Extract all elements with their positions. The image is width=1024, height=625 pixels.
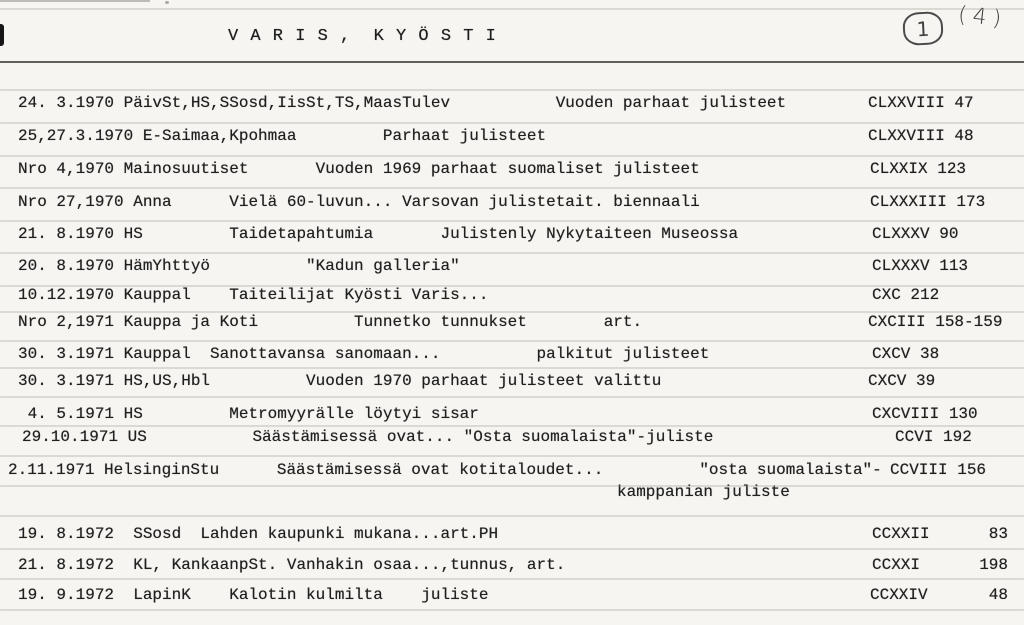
ruled-line: [0, 252, 1024, 254]
entry-text: 30. 3.1971 HS,US,Hbl Vuoden 1970 parhaat julisteet valittu: [18, 372, 662, 390]
entry-reference: CXCV 38: [872, 345, 940, 363]
ruled-line: [0, 515, 1024, 517]
entry-row: [0, 460, 1024, 501]
entry-reference: CLXXXIII 173: [870, 193, 986, 211]
entry-row: [0, 159, 1024, 181]
entry-text: 19. 8.1972 SSosd Lahden kaupunki mukana...art.PH: [18, 525, 499, 543]
entry-text: 29.10.1971 US Säästämisessä ovat... "Osta suomalaista"-juliste: [22, 428, 714, 446]
title-divider-rule: [0, 61, 1024, 63]
entry-text: 20. 8.1970 HämYhttyö "Kadun galleria": [18, 257, 460, 275]
scan-margin-artifact: [0, 24, 4, 46]
entry-reference: CCXXIV: [870, 586, 928, 604]
entry-row: [0, 224, 1024, 246]
entry-row: [0, 524, 1024, 546]
ruled-line: [0, 311, 1024, 313]
entry-text: 30. 3.1971 Kauppal Sanottavansa sanomaan... palkitut julisteet: [18, 345, 710, 363]
entry-row: [0, 93, 1024, 115]
ruled-line: [0, 367, 1024, 369]
entry-text: 21. 8.1970 HS Taidetapahtumia Julistenly Nykytaiteen Museossa: [18, 225, 739, 243]
entry-reference: CXCV 39: [868, 372, 936, 390]
ruled-line: [0, 8, 1024, 10]
ruled-line: [0, 425, 1024, 427]
entry-reference: CXC 212: [872, 286, 940, 304]
entry-reference: CLXXVIII 48: [868, 127, 974, 145]
entry-page-number: 198: [979, 556, 1008, 574]
handwritten-page-number: 1: [902, 11, 944, 46]
entry-reference: CXCIII 158-159: [868, 313, 1003, 331]
ruled-line: [0, 285, 1024, 287]
entry-row: [0, 126, 1024, 148]
entry-reference: CLXXXV 113: [872, 257, 969, 275]
ruled-line: [0, 220, 1024, 222]
entry-row: [0, 427, 1024, 449]
entry-reference: CCVIII 156: [890, 461, 987, 479]
ruled-line: [0, 122, 1024, 124]
entry-text: 25,27.3.1970 E-Saimaa,Kpohmaa Parhaat julisteet: [18, 127, 547, 145]
entry-row: [0, 312, 1024, 334]
entry-reference: CCXXII: [872, 525, 930, 543]
entry-reference: CXCVIII 130: [872, 405, 978, 423]
entry-reference: CLXXXV 90: [872, 225, 959, 243]
entry-page-number: 83: [988, 525, 1008, 543]
entry-row: [0, 192, 1024, 214]
entry-reference: CCVI 192: [895, 428, 972, 446]
entry-reference: CLXXIX 123: [870, 160, 967, 178]
entry-reference: CLXXVIII 47: [868, 94, 974, 112]
entry-reference: CCXXI: [872, 556, 921, 574]
entry-row: [0, 344, 1024, 366]
ruled-line: [0, 89, 1024, 91]
ruled-line: [0, 578, 1024, 580]
ruled-line: [0, 609, 1024, 611]
entry-text: 19. 9.1972 LapinK Kalotin kulmilta juliste: [18, 586, 489, 604]
scan-speck-artifact: [165, 1, 169, 4]
entry-row: [0, 585, 1024, 607]
ruled-line: [0, 485, 1024, 487]
ruled-line: [0, 548, 1024, 550]
entry-text: 4. 5.1971 HS Metromyyrälle löytyi sisar: [18, 405, 479, 423]
entry-text: Nro 2,1971 Kauppa ja Koti Tunnetko tunnukset art.: [18, 313, 643, 331]
ruled-line: [0, 187, 1024, 189]
handwritten-page-count: (4): [956, 2, 1009, 33]
entry-text-continuation: kamppanian juliste: [617, 483, 790, 501]
entry-text: 10.12.1970 Kauppal Taiteilijat Kyösti Varis...: [18, 286, 489, 304]
ruled-line: [0, 155, 1024, 157]
entry-row: [0, 256, 1024, 278]
entry-row: [0, 371, 1024, 393]
entry-page-number: 48: [988, 586, 1008, 604]
entry-text: 21. 8.1972 KL, KankaanpSt. Vanhakin osaa...,tunnus, art.: [18, 556, 566, 574]
entry-row: [0, 555, 1024, 577]
entry-row: [0, 404, 1024, 426]
ruled-line: [0, 396, 1024, 398]
entry-row: [0, 285, 1024, 307]
ruled-line: [0, 455, 1024, 457]
entry-text: Nro 4,1970 Mainosuutiset Vuoden 1969 parhaat suomaliset julisteet: [18, 160, 700, 178]
document-title: V A R I S , K Y Ö S T I: [228, 27, 497, 46]
entry-text: 2.11.1971 HelsinginStu Säästämisessä ovat kotitaloudet... "osta suomalaista"-: [8, 461, 882, 479]
entry-text: 24. 3.1970 PäivSt,HS,SSosd,IisSt,TS,MaasTulev Vuoden parhaat julisteet: [18, 94, 787, 112]
ruled-line: [0, 340, 1024, 342]
scan-edge-artifact: [0, 0, 150, 2]
entry-text: Nro 27,1970 Anna Vielä 60-luvun... Varsovan julistetait. biennaali: [18, 193, 700, 211]
